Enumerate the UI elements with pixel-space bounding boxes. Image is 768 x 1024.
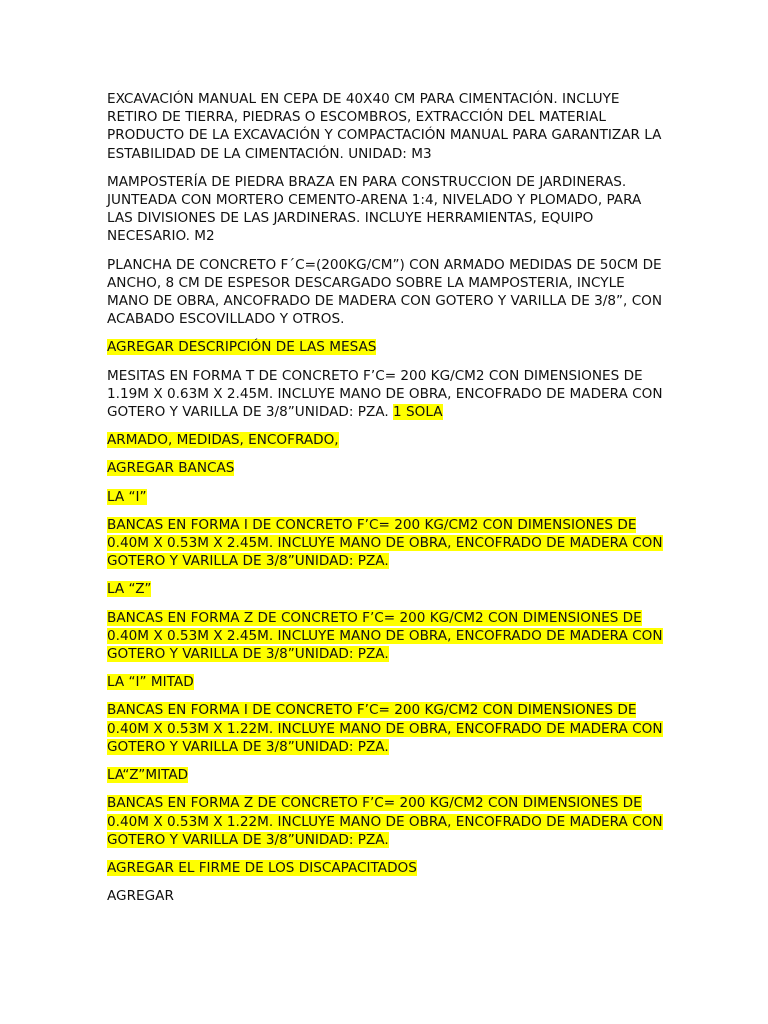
highlighted-text: 1 SOLA bbox=[393, 404, 443, 421]
highlighted-text: AGREGAR BANCAS bbox=[107, 460, 235, 477]
paragraph-text: MESITAS EN FORMA T DE CONCRETO F’C= 200 KG/CM2 CON DIMENSIONES DE 1.19M X 0.63M X 2.45M. INCLUYE MANO DE OBRA, ENCOFRADO DE MADERA CON GOTERO Y VARILLA DE 3/8”UNIDAD: PZA. bbox=[107, 367, 663, 421]
paragraph-text: MAMPOSTERÍA DE PIEDRA BRAZA EN PARA CONSTRUCCION DE JARDINERAS. JUNTEADA CON MORTERO CEMENTO-ARENA 1:4, NIVELADO Y PLOMADO, PARA LAS DIVISIONES DE LAS JARDINERAS. INCLUYE HERRAMIENTAS, EQUIPO NECESARIO. M2 bbox=[107, 173, 642, 245]
paragraph-bancas-i bbox=[107, 516, 667, 571]
paragraph-la-i bbox=[107, 488, 667, 506]
paragraph-text: EXCAVACIÓN MANUAL EN CEPA DE 40X40 CM PARA CIMENTACIÓN. INCLUYE RETIRO DE TIERRA, PIEDRAS O ESCOMBROS, EXTRACCIÓN DEL MATERIAL PRODUCTO DE LA EXCAVACIÓN Y COMPACTACIÓN MANUAL PARA GARANTIZAR LA ESTABILIDAD DE LA CIMENTACIÓN. UNIDAD: M3 bbox=[107, 91, 662, 162]
paragraph-agregar bbox=[107, 887, 667, 905]
paragraph-text: PLANCHA DE CONCRETO F´C=(200KG/CM”) CON ARMADO MEDIDAS DE 50CM DE ANCHO, 8 CM DE ESPESOR DESCARGADO SOBRE LA MAMPOSTERIA, INCYLE MANO DE OBRA, ANCOFRADO DE MADERA CON GOTERO Y VARILLA DE 3/8”, CON ACABADO ESCOVILLADO Y OTROS. bbox=[107, 256, 663, 328]
paragraph-agregar-bancas bbox=[107, 459, 667, 477]
highlighted-text: ARMADO, MEDIDAS, ENCOFRADO, bbox=[107, 432, 339, 449]
highlighted-text: LA“Z”MITAD bbox=[107, 767, 189, 784]
highlighted-text: LA “Z” bbox=[107, 581, 152, 598]
paragraph-excavacion bbox=[107, 90, 667, 163]
paragraph-mesitas bbox=[107, 367, 667, 422]
paragraph-bancas-z-mitad bbox=[107, 794, 667, 849]
highlighted-text: BANCAS EN FORMA I DE CONCRETO F’C= 200 KG/CM2 CON DIMENSIONES DE 0.40M X 0.53M X 2.45M. INCLUYE MANO DE OBRA, ENCOFRADO DE MADERA CON GOTERO Y VARILLA DE 3/8”UNIDAD: PZA. bbox=[107, 516, 663, 570]
highlighted-text: BANCAS EN FORMA I DE CONCRETO F’C= 200 KG/CM2 CON DIMENSIONES DE 0.40M X 0.53M X 1.22M. INCLUYE MANO DE OBRA, ENCOFRADO DE MADERA CON GOTERO Y VARILLA DE 3/8”UNIDAD: PZA. bbox=[107, 702, 663, 755]
paragraph-agregar-mesas bbox=[107, 338, 667, 356]
highlighted-text: AGREGAR DESCRIPCIÓN DE LAS MESAS bbox=[107, 339, 377, 356]
highlighted-text: LA “I” bbox=[107, 488, 147, 505]
paragraph-bancas-z bbox=[107, 609, 667, 664]
paragraph-text: AGREGAR bbox=[107, 888, 174, 905]
highlighted-text: BANCAS EN FORMA Z DE CONCRETO F’C= 200 KG/CM2 CON DIMENSIONES DE 0.40M X 0.53M X 1.22M. INCLUYE MANO DE OBRA, ENCOFRADO DE MADERA CON GOTERO Y VARILLA DE 3/8”UNIDAD: PZA. bbox=[107, 795, 663, 848]
highlighted-text: AGREGAR EL FIRME DE LOS DISCAPACITADOS bbox=[107, 859, 417, 876]
paragraph-agregar-firme bbox=[107, 859, 667, 877]
highlighted-text: BANCAS EN FORMA Z DE CONCRETO F’C= 200 KG/CM2 CON DIMENSIONES DE 0.40M X 0.53M X 2.45M. INCLUYE MANO DE OBRA, ENCOFRADO DE MADERA CON GOTERO Y VARILLA DE 3/8”UNIDAD: PZA. bbox=[107, 609, 663, 663]
paragraph-la-z-mitad bbox=[107, 766, 667, 784]
paragraph-la-z bbox=[107, 580, 667, 598]
highlighted-text: LA “I” MITAD bbox=[107, 674, 194, 691]
document-body bbox=[107, 90, 667, 915]
paragraph-plancha bbox=[107, 256, 667, 329]
paragraph-la-i-mitad bbox=[107, 673, 667, 691]
paragraph-mamposteria bbox=[107, 173, 667, 246]
paragraph-bancas-i-mitad bbox=[107, 701, 667, 756]
paragraph-armado bbox=[107, 431, 667, 449]
